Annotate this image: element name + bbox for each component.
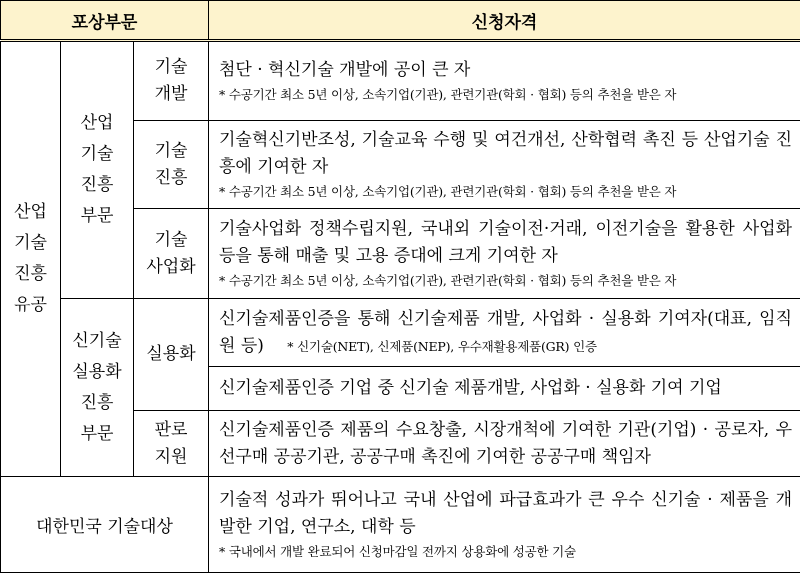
row-korea-tech-award — [1, 477, 800, 573]
qualification-text: 신기술제품인증 제품의 수요창출, 시장개척에 기여한 기관(기업) · 공로자, 우선구매 공공기관, 공공구매 촉진에 기여한 공공구매 책임자 — [219, 419, 792, 467]
subcategory-industrial-tech — [61, 41, 134, 299]
subcategory-line: 진흥 — [80, 175, 114, 195]
field-line: 진흥 — [154, 167, 188, 188]
qualification-text: 기술적 성과가 뛰어나고 국내 산업에 파급효과가 큰 우수 신기술 · 제품을 개발한 기업, 연구소, 대학 등 — [219, 489, 792, 537]
subcategory-line: 산업 — [80, 113, 114, 133]
field-line: 지원 — [154, 446, 188, 467]
subcategory-line: 실용화 — [72, 361, 122, 382]
subcategory-line: 신기술 — [72, 330, 122, 351]
subcategory-line: 기술 — [80, 144, 114, 164]
header-category: 포상부문 — [1, 1, 209, 41]
field-line: 개발 — [154, 84, 188, 104]
qualification-practical-company — [209, 367, 800, 411]
field-line: 판로 — [154, 419, 188, 440]
subcategory-new-tech-practical — [61, 299, 134, 477]
field-line: 기술 — [154, 57, 188, 77]
qualification-practical-individual — [209, 299, 800, 367]
field-line: 기술 — [154, 229, 188, 250]
qualification-note: * 신기술(NET), 신제품(NEP), 우수재활용제품(GR) 인증 — [287, 338, 597, 354]
category-korea-tech-award: 대한민국 기술대상 — [1, 477, 209, 573]
qualification-note: * 수공기간 최소 5년 이상, 소속기업(기관), 관련기관(학회 · 협회) 등의 추천을 받은 자 — [219, 183, 677, 199]
qualification-note: * 수공기간 최소 5년 이상, 소속기업(기관), 관련기관(학회 · 협회) 등의 추천을 받은 자 — [219, 86, 677, 102]
row-tech-development — [1, 41, 800, 121]
qualification-tech-commercialization — [209, 209, 800, 299]
qualification-korea-tech-award — [209, 477, 800, 573]
header-row — [1, 1, 800, 41]
field-tech-development — [134, 41, 209, 121]
qualification-text: 기술사업화 정책수립지원, 국내외 기술이전·거래, 이전기술을 활용한 사업화 등을 통해 매출 및 고용 증대에 크게 기여한 자 — [219, 218, 792, 266]
qualification-text: 기술혁신기반조성, 기술교육 수행 및 여건개선, 산학협력 촉진 등 산업기술 진흥에 기여한 자 — [219, 129, 792, 177]
category-line: 산업 — [14, 202, 47, 222]
subcategory-line: 부문 — [80, 206, 114, 226]
qualification-note: * 국내에서 개발 완료되어 신청마감일 전까지 상용화에 성공한 기술 — [219, 543, 576, 559]
subcategory-line: 진흥 — [80, 392, 114, 413]
field-tech-promotion — [134, 121, 209, 209]
category-line: 기술 — [14, 233, 47, 253]
qualification-tech-promotion — [209, 121, 800, 209]
subcategory-line: 부문 — [80, 423, 114, 444]
qualification-text: 신기술제품인증을 통해 신기술제품 개발, 사업화 · 실용화 기여자(대표, 임직원 등) — [219, 308, 792, 356]
field-line: 실용화 — [146, 344, 196, 364]
field-sales-support — [134, 411, 209, 477]
category-industrial-tech-merit — [1, 41, 61, 477]
row-practical-individual — [1, 299, 800, 367]
category-line: 진흥 — [14, 264, 47, 284]
field-line: 사업화 — [146, 256, 196, 277]
field-line: 기술 — [154, 140, 188, 161]
qualification-text: 첨단 · 혁신기술 개발에 공이 큰 자 — [219, 59, 471, 80]
qualification-note: * 수공기간 최소 5년 이상, 소속기업(기관), 관련기관(학회 · 협회) 등의 추천을 받은 자 — [219, 272, 677, 288]
category-line: 유공 — [14, 295, 47, 315]
qualification-text: 신기술제품인증 기업 중 신기술 제품개발, 사업화 · 실용화 기여 기업 — [219, 378, 722, 398]
header-qualification: 신청자격 — [209, 1, 800, 41]
field-tech-commercialization — [134, 209, 209, 299]
field-practical-application — [134, 299, 209, 411]
qualification-sales-support — [209, 411, 800, 477]
qualification-tech-development — [209, 41, 800, 121]
